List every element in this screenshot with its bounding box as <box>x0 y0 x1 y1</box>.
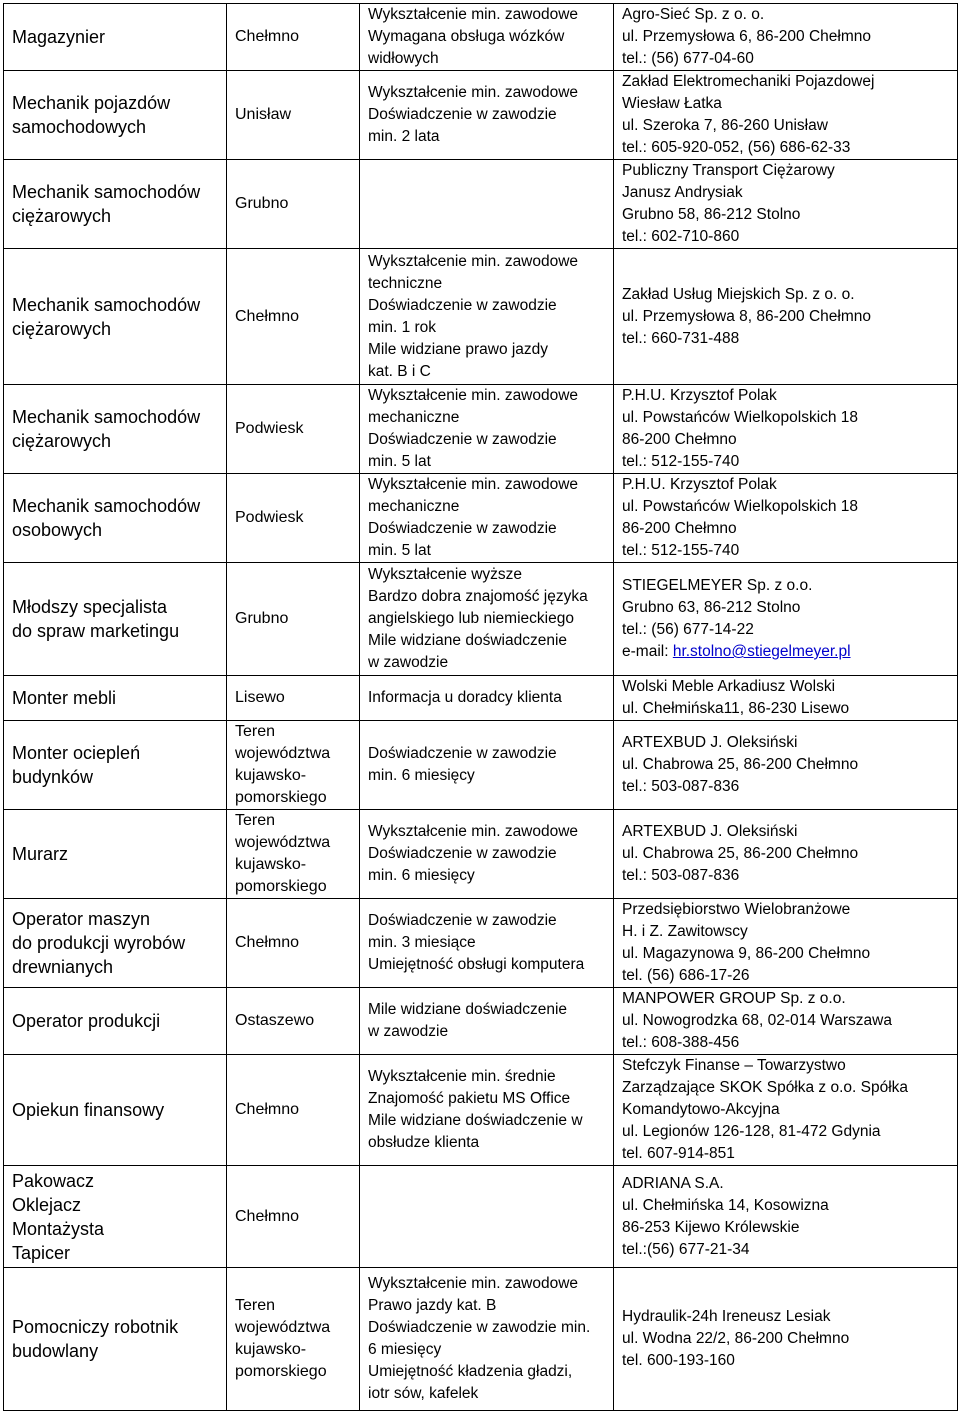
position-cell <box>4 160 227 249</box>
position-cell <box>4 721 227 810</box>
employer-cell <box>614 474 958 563</box>
text-line: Magazynier <box>12 27 106 47</box>
text-line: Doświadczenie w zawodzie min. <box>368 1319 591 1336</box>
table-row <box>4 676 958 721</box>
text-line: Montażysta <box>12 1218 105 1239</box>
location-cell <box>227 810 360 899</box>
text-line: Grubno 63, 86-212 Stolno <box>622 599 801 616</box>
employer-cell <box>614 1268 958 1411</box>
table-row <box>4 160 958 249</box>
text-line: Unisław <box>235 106 292 123</box>
text-line: tel.: 608-388-456 <box>622 1034 740 1051</box>
text-line: ARTEXBUD J. Oleksiński <box>622 734 798 751</box>
table-row <box>4 810 958 899</box>
text-line: Wykształcenie min. zawodowe <box>368 84 579 101</box>
text-line: Wykształcenie wyższe <box>368 566 523 583</box>
text-line: ARTEXBUD J. Oleksiński <box>622 823 798 840</box>
text-line: Operator maszyn <box>12 909 151 929</box>
table-row <box>4 721 958 810</box>
text-line: w zawodzie <box>368 1023 449 1040</box>
requirements-cell <box>360 71 614 160</box>
text-line: 6 miesięcy <box>368 1341 442 1358</box>
text-line: Doświadczenie w zawodzie <box>368 845 557 862</box>
text-line: MANPOWER GROUP Sp. z o.o. <box>622 990 846 1007</box>
text-line: mechaniczne <box>368 409 460 426</box>
table-row <box>4 1268 958 1411</box>
text-line: województwa <box>235 1319 331 1336</box>
text-line: Mile widziane doświadczenie <box>368 632 568 649</box>
text-line: osobowych <box>12 520 103 540</box>
text-line: Wykształcenie min. zawodowe <box>368 387 579 404</box>
text-line: Hydraulik-24h Ireneusz Lesiak <box>622 1308 831 1325</box>
requirements-cell <box>360 4 614 71</box>
text-line: Podwiesk <box>235 509 304 526</box>
text-line: pomorskiego <box>235 878 327 895</box>
table-row <box>4 899 958 988</box>
employer-cell <box>614 899 958 988</box>
text-line: ul. Legionów 126-128, 81-472 Gdynia <box>622 1123 881 1140</box>
employer-cell <box>614 249 958 385</box>
text-line: Janusz Andrysiak <box>622 184 743 201</box>
requirements-cell <box>360 474 614 563</box>
location-cell <box>227 563 360 676</box>
text-line: min. 1 rok <box>368 318 437 336</box>
text-line: Grubno 58, 86-212 Stolno <box>622 206 801 223</box>
requirements-cell <box>360 563 614 676</box>
text-line: ciężarowych <box>12 318 112 339</box>
text-line: Chełmno <box>235 307 300 325</box>
location-cell <box>227 1055 360 1166</box>
employer-cell <box>614 721 958 810</box>
text-line: obsłudze klienta <box>368 1134 480 1151</box>
text-line: Lisewo <box>235 689 285 706</box>
email-label: e-mail: <box>622 643 673 660</box>
text-line: Doświadczenie w zawodzie <box>368 296 557 314</box>
table-row <box>4 563 958 676</box>
text-line: w zawodzie <box>368 654 449 671</box>
text-line: Wolski Meble Arkadiusz Wolski <box>622 678 836 695</box>
location-cell <box>227 249 360 385</box>
requirements-cell <box>360 721 614 810</box>
text-line: Opiekun finansowy <box>12 1100 165 1120</box>
requirements-cell <box>360 1268 614 1411</box>
text-line: Monter mebli <box>12 688 117 708</box>
requirements-cell <box>360 385 614 474</box>
text-line: Informacja u doradcy klienta <box>368 689 562 706</box>
employer-cell <box>614 563 958 676</box>
employer-cell <box>614 385 958 474</box>
requirements-cell <box>360 810 614 899</box>
text-line: H. i Z. Zawitowscy <box>622 923 748 940</box>
text-line: Doświadczenie w zawodzie <box>368 745 557 762</box>
text-line: Wykształcenie min. zawodowe <box>368 476 579 493</box>
text-line: Zakład Elektromechaniki Pojazdowej <box>622 73 875 90</box>
text-line: Mechanik pojazdów <box>12 93 171 113</box>
text-line: 86-200 Chełmno <box>622 431 737 448</box>
text-line: województwa <box>235 834 331 851</box>
text-line: Mechanik samochodów <box>12 407 201 427</box>
text-line: Stefczyk Finanse – Towarzystwo <box>622 1057 846 1074</box>
text-line: Mile widziane prawo jazdy <box>368 340 549 358</box>
location-cell <box>227 71 360 160</box>
text-line: Agro-Sieć Sp. z o. o. <box>622 6 765 23</box>
text-line: drewnianych <box>12 957 114 977</box>
text-line: angielskiego lub niemieckiego <box>368 610 574 627</box>
text-line: Teren <box>235 812 276 829</box>
requirements-cell <box>360 1166 614 1268</box>
text-line: tel.: (56) 677-14-22 <box>622 621 754 638</box>
text-line: samochodowych <box>12 117 147 137</box>
table-row <box>4 474 958 563</box>
text-line: min. 6 miesięcy <box>368 867 475 884</box>
text-line: tel.: (56) 677-04-60 <box>622 50 754 67</box>
text-line: min. 5 lat <box>368 542 431 559</box>
text-line: tel.: 512-155-740 <box>622 453 740 470</box>
location-cell <box>227 1268 360 1411</box>
text-line: 86-253 Kijewo Królewskie <box>622 1218 800 1236</box>
text-line: Monter ociepleń <box>12 743 141 763</box>
text-line: ADRIANA S.A. <box>622 1174 724 1192</box>
text-line: Przedsiębiorstwo Wielobranżowe <box>622 901 851 918</box>
table-row <box>4 1166 958 1268</box>
text-line: Tapicer <box>12 1242 71 1263</box>
employer-cell <box>614 4 958 71</box>
text-line: ul. Powstańców Wielkopolskich 18 <box>622 498 859 515</box>
requirements-cell <box>360 899 614 988</box>
text-line: pomorskiego <box>235 789 327 806</box>
text-line: Doświadczenie w zawodzie <box>368 912 557 929</box>
text-line: Mile widziane doświadczenie <box>368 1001 568 1018</box>
text-line: ul. Przemysłowa 8, 86-200 Chełmno <box>622 307 871 325</box>
position-cell <box>4 676 227 721</box>
text-line: Chełmno <box>235 28 300 45</box>
text-line: kujawsko- <box>235 767 307 784</box>
text-line: Umiejętność kładzenia gładzi, <box>368 1363 573 1380</box>
text-line: P.H.U. Krzysztof Polak <box>622 476 777 493</box>
text-line: Znajomość pakietu MS Office <box>368 1090 571 1107</box>
text-line: Umiejętność obsługi komputera <box>368 956 585 973</box>
text-line: ul. Chełmińska11, 86-230 Lisewo <box>622 700 850 717</box>
text-line: STIEGELMEYER Sp. z o.o. <box>622 577 813 594</box>
location-cell <box>227 474 360 563</box>
text-line: tel.: 605-920-052, (56) 686-62-33 <box>622 139 851 156</box>
position-cell <box>4 385 227 474</box>
text-line: Grubno <box>235 610 289 627</box>
text-line: tel.: 602-710-860 <box>622 228 740 245</box>
text-line: Pomocniczy robotnik <box>12 1317 179 1337</box>
table-row <box>4 1055 958 1166</box>
table-row <box>4 71 958 160</box>
text-line: widłowych <box>368 50 439 67</box>
text-line: tel. 600-193-160 <box>622 1352 735 1369</box>
text-line: ciężarowych <box>12 206 112 226</box>
text-line: ciężarowych <box>12 431 112 451</box>
text-line: Publiczny Transport Ciężarowy <box>622 162 835 179</box>
text-line: Mechanik samochodów <box>12 294 201 315</box>
text-line: ul. Wodna 22/2, 86-200 Chełmno <box>622 1330 850 1347</box>
text-line: Wykształcenie min. zawodowe <box>368 823 579 840</box>
text-line: Doświadczenie w zawodzie <box>368 431 557 448</box>
employer-cell <box>614 160 958 249</box>
text-line: Chełmno <box>235 1101 300 1118</box>
text-line: Młodszy specjalista <box>12 597 168 617</box>
text-line: min. 2 lata <box>368 128 440 145</box>
text-line: pomorskiego <box>235 1363 327 1380</box>
text-line: ul. Nowogrodzka 68, 02-014 Warszawa <box>622 1012 892 1029</box>
job-offers-body <box>4 4 958 1411</box>
text-line: ul. Chabrowa 25, 86-200 Chełmno <box>622 845 859 862</box>
location-cell <box>227 899 360 988</box>
requirements-cell <box>360 249 614 385</box>
text-line: Doświadczenie w zawodzie <box>368 106 557 123</box>
location-cell <box>227 676 360 721</box>
text-line: ul. Chełmińska 14, Kosowizna <box>622 1196 829 1214</box>
position-cell <box>4 1166 227 1268</box>
text-line: Wymagana obsługa wózków <box>368 28 565 45</box>
text-line: Zarządzające SKOK Spółka z o.o. Spółka <box>622 1079 909 1096</box>
position-cell <box>4 899 227 988</box>
text-line: Oklejacz <box>12 1194 82 1215</box>
text-line: budynków <box>12 767 94 787</box>
text-line: ul. Chabrowa 25, 86-200 Chełmno <box>622 756 859 773</box>
table-row <box>4 988 958 1055</box>
requirements-cell <box>360 676 614 721</box>
employer-cell <box>614 1055 958 1166</box>
position-cell <box>4 4 227 71</box>
text-line: Chełmno <box>235 934 300 951</box>
location-cell <box>227 160 360 249</box>
text-line: Teren <box>235 723 276 740</box>
email-link[interactable]: hr.stolno@stiegelmeyer.pl <box>672 643 851 660</box>
text-line: Chełmno <box>235 1207 300 1225</box>
text-line: Doświadczenie w zawodzie <box>368 520 557 537</box>
table-row <box>4 385 958 474</box>
text-line: ul. Szeroka 7, 86-260 Unisław <box>622 117 828 134</box>
text-line: tel.: 503-087-836 <box>622 867 740 884</box>
text-line: Wykształcenie min. zawodowe <box>368 1275 579 1292</box>
table-row <box>4 249 958 385</box>
text-line: tel.: 503-087-836 <box>622 778 740 795</box>
requirements-cell <box>360 1055 614 1166</box>
text-line: tel.: 660-731-488 <box>622 329 740 347</box>
text-line: min. 3 miesiące <box>368 934 476 951</box>
position-cell <box>4 1268 227 1411</box>
text-line: Komandytowo-Akcyjna <box>622 1101 780 1118</box>
text-line: do spraw marketingu <box>12 621 180 641</box>
text-line: Mechanik samochodów <box>12 496 201 516</box>
location-cell <box>227 4 360 71</box>
text-line: Wiesław Łatka <box>622 95 722 112</box>
text-line: Mechanik samochodów <box>12 182 201 202</box>
text-line: ul. Przemysłowa 6, 86-200 Chełmno <box>622 28 871 45</box>
position-cell <box>4 71 227 160</box>
text-line: Grubno <box>235 195 289 212</box>
text-line: ul. Powstańców Wielkopolskich 18 <box>622 409 859 426</box>
text-line: tel. 607-914-851 <box>622 1145 735 1162</box>
location-cell <box>227 988 360 1055</box>
text-line: Murarz <box>12 844 69 864</box>
text-line: ul. Magazynowa 9, 86-200 Chełmno <box>622 945 871 962</box>
employer-cell <box>614 71 958 160</box>
position-cell <box>4 810 227 899</box>
employer-cell <box>614 810 958 899</box>
text-line: budowlany <box>12 1341 99 1361</box>
text-line: tel. (56) 686-17-26 <box>622 967 750 984</box>
text-line: Mile widziane doświadczenie w <box>368 1112 583 1129</box>
text-line: P.H.U. Krzysztof Polak <box>622 387 777 404</box>
text-line: Operator produkcji <box>12 1011 161 1031</box>
text-line: mechaniczne <box>368 498 460 515</box>
text-line: 86-200 Chełmno <box>622 520 737 537</box>
text-line: tel.:(56) 677-21-34 <box>622 1240 750 1258</box>
text-line: tel.: 512-155-740 <box>622 542 740 559</box>
text-line: do produkcji wyrobów <box>12 933 186 953</box>
employer-cell <box>614 676 958 721</box>
text-line: min. 5 lat <box>368 453 431 470</box>
text-line: Podwiesk <box>235 420 304 437</box>
position-cell <box>4 1055 227 1166</box>
employer-cell <box>614 988 958 1055</box>
text-line: min. 6 miesięcy <box>368 767 475 784</box>
location-cell <box>227 385 360 474</box>
text-line: Wykształcenie min. zawodowe <box>368 6 579 23</box>
text-line: Teren <box>235 1297 276 1314</box>
text-line: Ostaszewo <box>235 1012 315 1029</box>
text-line: kujawsko- <box>235 856 307 873</box>
text-line: Zakład Usług Miejskich Sp. z o. o. <box>622 285 855 303</box>
employer-cell <box>614 1166 958 1268</box>
text-line: Bardzo dobra znajomość języka <box>368 588 588 605</box>
text-line: Wykształcenie min. średnie <box>368 1068 556 1085</box>
position-cell <box>4 249 227 385</box>
location-cell <box>227 1166 360 1268</box>
text-line: Pakowacz <box>12 1170 95 1191</box>
position-cell <box>4 988 227 1055</box>
location-cell <box>227 721 360 810</box>
requirements-cell <box>360 160 614 249</box>
text-line: iotr sów, kafelek <box>368 1385 479 1402</box>
position-cell <box>4 474 227 563</box>
job-offers-table <box>3 3 958 1411</box>
text-line: Wykształcenie min. zawodowe <box>368 252 579 270</box>
requirements-cell <box>360 988 614 1055</box>
email-line <box>622 641 949 663</box>
position-cell <box>4 563 227 676</box>
text-line: Prawo jazdy kat. B <box>368 1297 497 1314</box>
table-row <box>4 4 958 71</box>
text-line: kujawsko- <box>235 1341 307 1358</box>
text-line: kat. B i C <box>368 362 431 380</box>
text-line: techniczne <box>368 274 443 292</box>
text-line: województwa <box>235 745 331 762</box>
